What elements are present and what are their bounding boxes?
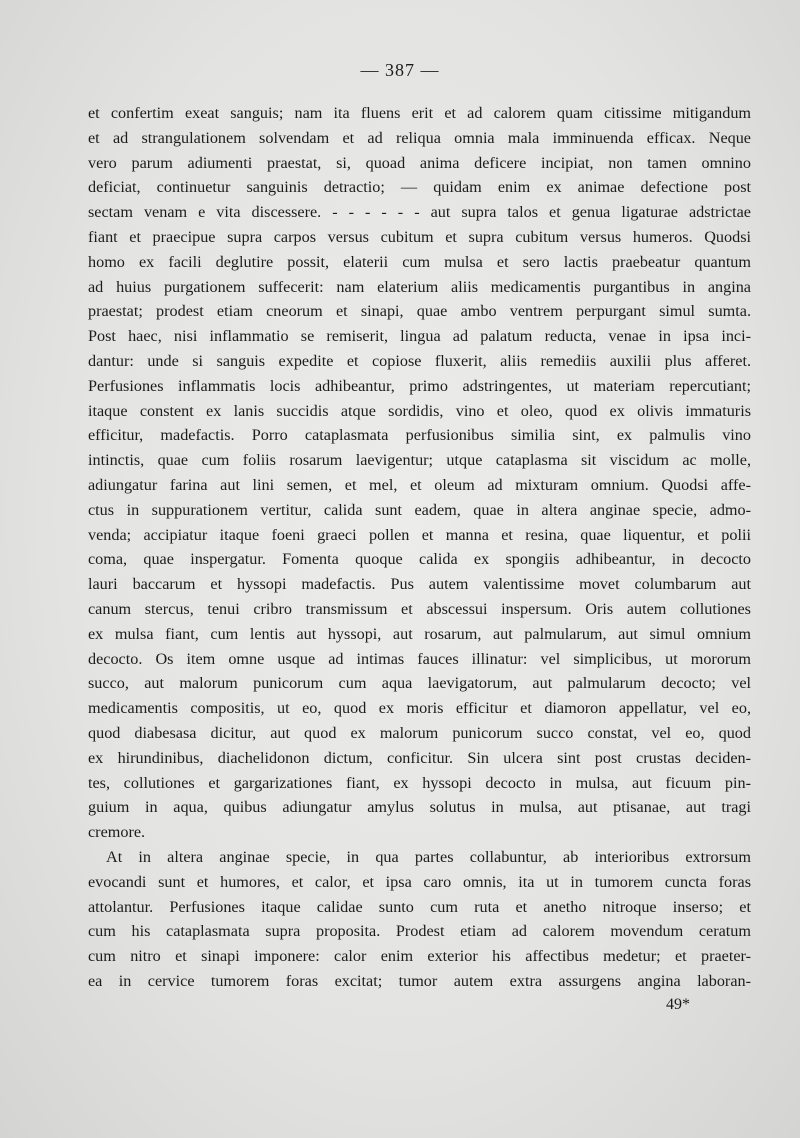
text-line: attolantur. Perfusiones itaque calidae sunto cum ruta et anetho nitroque inserso; et xyxy=(88,897,751,916)
text-line: ctus in suppurationem vertitur, calida sunt eadem, quae in altera anginae specie, admo- xyxy=(88,500,751,519)
text-line: dantur: unde si sanguis expedite et copiose fluxerit, aliis remediis auxilii plus afferet. xyxy=(88,351,751,370)
text-line: coma, quae inspergatur. Fomenta quoque calida ex spongiis adhibeantur, in decocto xyxy=(88,550,751,569)
body-text xyxy=(88,101,751,994)
text-line: itaque constent ex lanis succidis atque sordidis, vino et oleo, quod ex olivis immaturis xyxy=(88,401,751,420)
signature-mark: 49* xyxy=(666,996,690,1013)
text-line: decocto. Os item omne usque ad intimas fauces illinatur: vel simplicibus, ut mororum xyxy=(88,649,751,668)
text-line: intinctis, quae cum foliis rosarum laevigentur; utque cataplasma sit viscidum ac molle, xyxy=(88,451,751,470)
page-number: — 387 — xyxy=(360,60,440,80)
text-line: succo, aut malorum punicorum cum aqua laevigatorum, aut palmularum decocto; vel xyxy=(88,674,751,693)
text-line: ad huius purgationem suffecerit: nam elaterium aliis medicamentis purgantibus in angina xyxy=(88,277,751,296)
text-line: medicamentis compositis, ut eo, quod ex moris efficitur et diamoron appellatur, vel eo, xyxy=(88,699,751,718)
text-line: vero parum adiumenti praestat, si, quoad anima deficere incipiat, non tamen omnino xyxy=(88,153,751,172)
text-line: ea in cervice tumorem foras excitat; tumor autem extra assurgens angina laboran- xyxy=(88,971,751,990)
text-line: evocandi sunt et humores, et calor, et ipsa caro omnis, ita ut in tumorem cuncta foras xyxy=(88,872,751,891)
text-line: efficitur, madefactis. Porro cataplasmata perfusionibus similia sint, ex palmulis vino xyxy=(88,426,751,445)
text-line: cremore. xyxy=(88,823,146,842)
text-line: tes, collutiones et gargarizationes fiant, ex hyssopi decocto in mulsa, aut ficuum pin- xyxy=(88,773,751,792)
text-line: et ad strangulationem solvendam et ad reliqua omnia mala imminuenda efficax. Neque xyxy=(88,128,751,147)
text-line: guium in aqua, quibus adiungatur amylus solutus in mulsa, aut ptisanae, aut tragi xyxy=(88,798,751,817)
text-line: adiungatur farina aut lini semen, et mel, et oleum ad mixturam omnium. Quodsi affe- xyxy=(88,475,751,494)
text-line: Perfusiones inflammatis locis adhibeantur, primo adstringentes, ut materiam repercutiant; xyxy=(88,376,751,395)
text-line: sectam venam e vita discessere. - - - - - - aut supra talos et genua ligaturae adstrictae xyxy=(88,203,751,222)
text-line: praestat; prodest etiam cneorum et sinapi, quae ambo ventrem perpurgant simul sumta. xyxy=(88,302,751,321)
text-line: ex mulsa fiant, cum lentis aut hyssopi, aut rosarum, aut palmularum, aut simul omnium xyxy=(88,624,751,643)
text-line: cum nitro et sinapi imponere: calor enim exterior his affectibus medetur; et praeter- xyxy=(88,947,751,966)
text-line: At in altera anginae specie, in qua partes collabuntur, ab interioribus extrorsum xyxy=(106,847,751,866)
text-line: cum his cataplasmata supra proposita. Prodest etiam ad calorem movendum ceratum xyxy=(88,922,751,941)
text-line: deficiat, continuetur sanguinis detractio; — quidam enim ex animae defectione post xyxy=(88,178,751,197)
text-line: ex hirundinibus, diachelidonon dictum, conficitur. Sin ulcera sint post crustas deciden- xyxy=(88,748,751,767)
text-line: venda; accipiatur itaque foeni graeci pollen et manna et resina, quae liquentur, et polii xyxy=(88,525,751,544)
text-line: canum stercus, tenui cribro transmissum et abscessui inspersum. Oris autem collutiones xyxy=(88,599,751,618)
text-line: quod diabesasa dicitur, aut quod ex malorum punicorum succo constat, vel eo, quod xyxy=(88,723,751,742)
text-line: lauri baccarum et hyssopi madefactis. Pus autem valentissime movet columbarum aut xyxy=(88,575,751,594)
text-line: et confertim exeat sanguis; nam ita fluens erit et ad calorem quam citissime mitigandum xyxy=(88,104,751,122)
text-line: homo ex facili deglutire possit, elaterii cum mulsa et sero lactis praebeatur quantum xyxy=(88,252,751,271)
text-line: fiant et praecipue supra carpos versus cubitum et supra cubitum versus humeros. Quodsi xyxy=(88,227,751,246)
text-line: Post haec, nisi inflammatio se remiserit, lingua ad palatum reducta, venae in ipsa inci- xyxy=(88,327,751,346)
